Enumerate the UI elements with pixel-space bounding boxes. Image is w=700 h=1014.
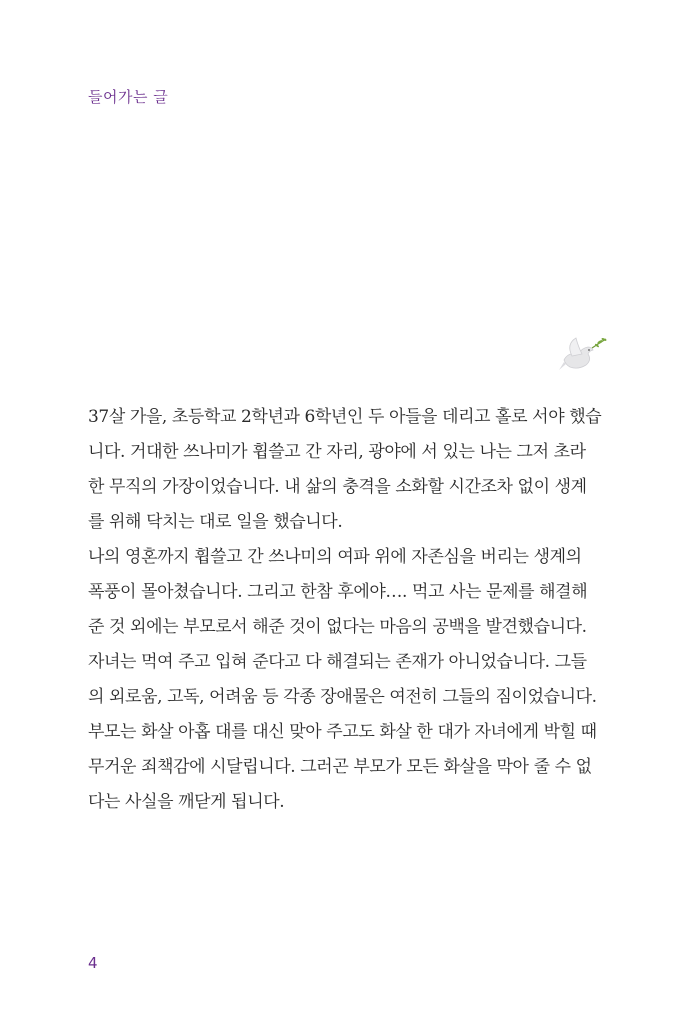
text-line: 를 위해 닥치는 대로 일을 했습니다. <box>88 512 343 532</box>
text-line: 나의 영혼까지 휩쓸고 간 쓰나미의 여파 위에 자존심을 버리는 생계의 <box>88 547 582 567</box>
text-line: 폭풍이 몰아쳤습니다. 그리고 한참 후에야…. 먹고 사는 문제를 해결해 <box>88 582 588 602</box>
text-line: 37살 가을, 초등학교 2학년과 6학년인 두 아들을 데리고 홀로 서야 했습 <box>88 407 602 427</box>
dove-icon <box>558 334 610 374</box>
section-title: 들어가는 글 <box>88 88 169 106</box>
body-text <box>88 400 608 820</box>
text-line: 준 것 외에는 부모로서 해준 것이 없다는 마음의 공백을 발견했습니다. <box>88 617 587 637</box>
text-line: 부모는 화살 아홉 대를 대신 맞아 주고도 화살 한 대가 자녀에게 박힐 때 <box>88 722 597 742</box>
text-line: 자녀는 먹여 주고 입혀 준다고 다 해결되는 존재가 아니었습니다. 그들 <box>88 652 587 672</box>
text-line: 무거운 죄책감에 시달립니다. 그러곤 부모가 모든 화살을 막아 줄 수 없 <box>88 757 592 777</box>
text-line: 니다. 거대한 쓰나미가 휩쓸고 간 자리, 광야에 서 있는 나는 그저 초라 <box>88 442 586 462</box>
text-line: 의 외로움, 고독, 어려움 등 각종 장애물은 여전히 그들의 짐이었습니다. <box>88 687 597 707</box>
text-line: 한 무직의 가장이었습니다. 내 삶의 충격을 소화할 시간조차 없이 생계 <box>88 477 587 497</box>
page-number: 4 <box>88 954 98 972</box>
text-line: 다는 사실을 깨닫게 됩니다. <box>88 792 285 812</box>
